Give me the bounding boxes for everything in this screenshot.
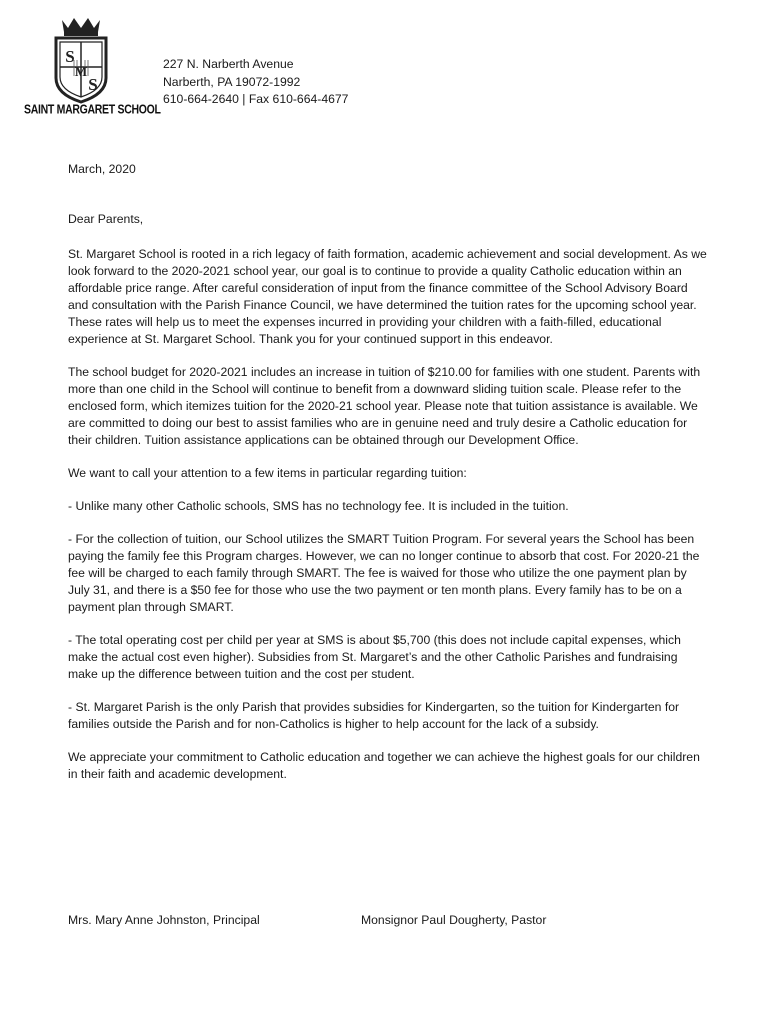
paragraph-smart-tuition: - For the collection of tuition, our School utilizes the SMART Tuition Program. For several years the School has been paying the family fee this Program charges. However, we can no longer continue to absorb that cost. For 2020-21 the fee will be charged to each family through SMART. The fee is waived for those who utilize the one payment plan by July 31, and there is a $50 fee for those who use the two payment or ten month plans. Every family has to be on a payment plan through SMART.: [68, 532, 700, 614]
signature-principal: Mrs. Mary Anne Johnston, Principal: [68, 913, 260, 927]
address-street: 227 N. Narberth Avenue: [163, 57, 294, 71]
paragraph-operating-cost: - The total operating cost per child per year at SMS is about $5,700 (this does not include capital expenses, which make the actual cost even higher). Subsidies from St. Margaret’s and the other Catholic Parishes and fundraising make up the difference between tuition and the cost per student.: [68, 633, 681, 681]
paragraph-attention: We want to call your attention to a few items in particular regarding tuition:: [68, 466, 467, 480]
signature-pastor: Monsignor Paul Dougherty, Pastor: [361, 913, 547, 927]
school-address: [163, 56, 348, 109]
logo-letter-m: M: [74, 64, 88, 79]
paragraph-budget: The school budget for 2020-2021 includes an increase in tuition of $210.00 for families with one student. Parents with more than one child in the School will continue to benefit from a downward sliding tuition scale. Please refer to the enclosed form, which itemizes tuition for the 2020-21 school year. Please note that tuition assistance is available. We are committed to doing our best to assist families who are in genuine need and truly desire a Catholic education for their children. Tuition assistance applications can be obtained through our Development Office.: [68, 365, 701, 447]
paragraph-closing: We appreciate your commitment to Catholic education and together we can achieve the highest goals for our children in their faith and academic development.: [68, 750, 700, 781]
logo-letter-s2: S: [88, 75, 98, 94]
logo-school-name: SAINT MARGARET SCHOOL: [24, 102, 161, 117]
letter-body: [68, 246, 708, 799]
paragraph-technology-fee: - Unlike many other Catholic schools, SMS has no technology fee. It is included in the tuition.: [68, 499, 569, 513]
school-logo: [24, 16, 161, 122]
address-phone-fax: 610-664-2640 | Fax 610-664-4677: [163, 92, 349, 106]
address-city: Narberth, PA 19072-1992: [163, 74, 301, 89]
paragraph-kindergarten: - St. Margaret Parish is the only Parish that provides subsidies for Kindergarten, so the tuition for Kindergarten for families outside the Parish and for non-Catholics is higher to help account for the lack of a subsidy.: [68, 700, 680, 731]
letter-date: March, 2020: [68, 162, 136, 176]
crest-icon: [24, 16, 138, 106]
paragraph-intro: St. Margaret School is rooted in a rich legacy of faith formation, academic achievement and social development. As we look forward to the 2020-2021 school year, our goal is to continue to provide a quality Catholic education within an affordable price range. After careful consideration of input from the finance committee of the School Advisory Board and consultation with the Parish Finance Council, we have determined the tuition rates for the upcoming school year. These rates will help us to meet the expenses incurred in providing your children with a faith-filled, educational experience at St. Margaret School. Thank you for your continued support in this endeavor.: [68, 247, 707, 346]
letter-greeting: Dear Parents,: [68, 212, 144, 226]
logo-letter-s1: S: [65, 47, 75, 66]
